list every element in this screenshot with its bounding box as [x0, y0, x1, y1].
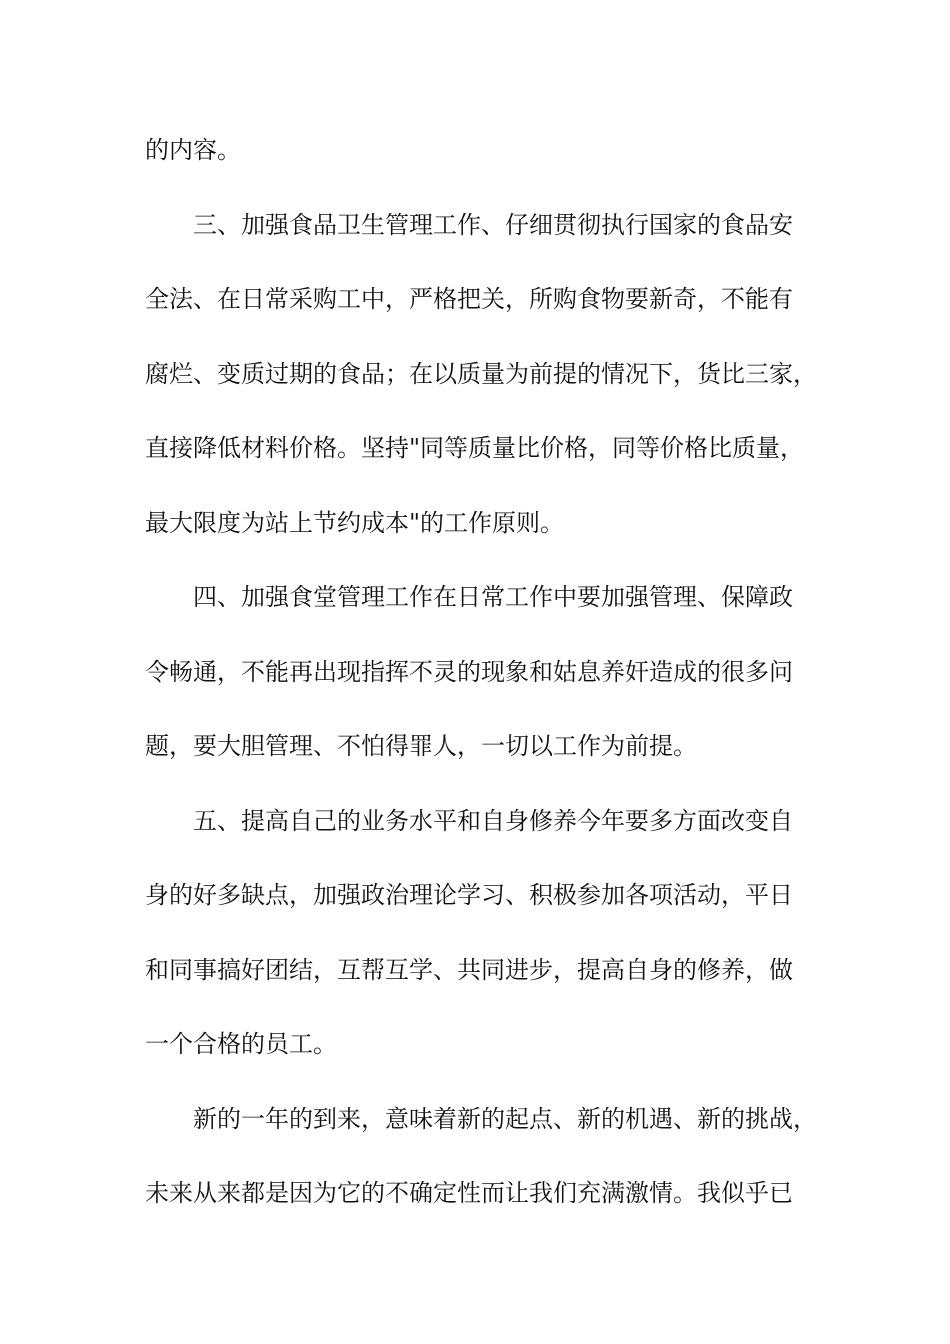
text-line: 的内容。: [145, 136, 241, 164]
body-text: [145, 125, 830, 1243]
paragraph-4-heading-line: 四、加强食堂管理工作在日常工作中要加强管理、保障政: [193, 583, 793, 611]
text-line: 腐烂、变质过期的食品；在以质量为前提的情况下，货比三家，: [145, 359, 817, 388]
closing-paragraph-line: 新的一年的到来，意味着新的起点、新的机遇、新的挑战，: [193, 1104, 817, 1133]
text-line: 身的好多缺点，加强政治理论学习、积极参加各项活动，平日: [145, 881, 793, 909]
text-line: 直接降低材料价格。坚持"同等质量比价格，同等价格比质量，: [145, 434, 805, 462]
text-line: 一个合格的员工。: [145, 1030, 337, 1058]
paragraph-3-heading-line: 三、加强食品卫生管理工作、仔细贯彻执行国家的食品安: [193, 210, 793, 239]
paragraph-5-heading-line: 五、提高自己的业务水平和自身修养今年要多方面改变自: [193, 806, 793, 835]
text-line: 令畅通，不能再出现指挥不灵的现象和姑息养奸造成的很多问: [145, 657, 793, 686]
text-line: 最大限度为站上节约成本"的工作原则。: [145, 508, 565, 537]
text-line: 未来从来都是因为它的不确定性而让我们充满激情。我似乎已: [145, 1179, 793, 1207]
text-line: 全法、在日常采购工中，严格把关，所购食物要新奇，不能有: [145, 285, 793, 313]
text-line: 和同事搞好团结，互帮互学、共同进步，提高自身的修养，做: [145, 955, 793, 984]
text-line: 题，要大胆管理、不怕得罪人，一切以工作为前提。: [145, 732, 697, 760]
